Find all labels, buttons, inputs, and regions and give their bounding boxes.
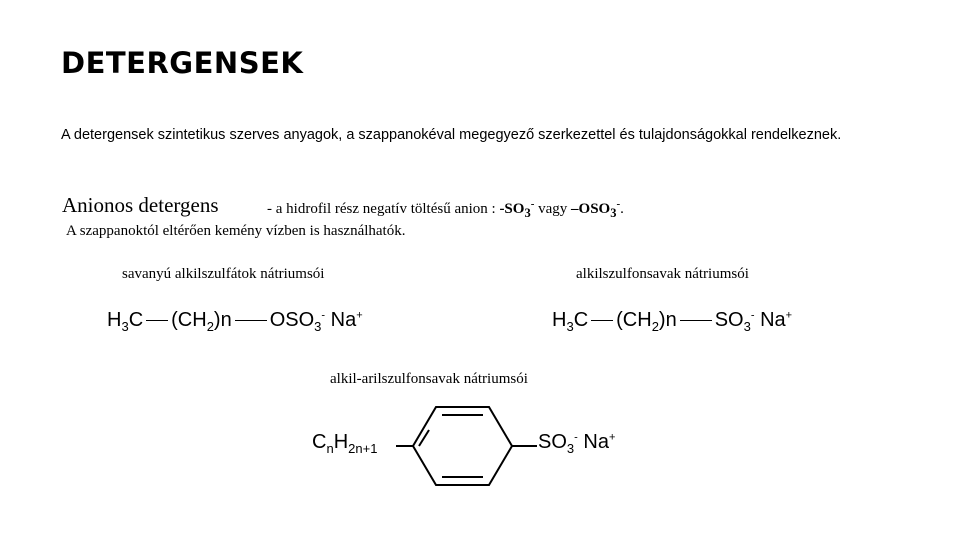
sulfonate-group: -SO	[499, 201, 525, 217]
anionic-desc-prefix: - a hidrofil rész negatív töltésű anion :	[267, 201, 496, 217]
intro-paragraph: A detergensek szintetikus szerves anyagok, a szappanokéval megegyező szerkezettel és tulajdonságokkal rendelkeznek.	[61, 127, 842, 143]
subscript: 2	[651, 319, 659, 334]
anionic-heading: Anionos detergens	[62, 193, 219, 217]
page-title: DETERGENSEK	[61, 46, 304, 80]
cation: Na	[583, 431, 609, 453]
positive-charge: +	[608, 431, 616, 444]
cation: Na	[330, 309, 357, 331]
cation: Na	[760, 309, 786, 331]
atom-c: C	[128, 309, 144, 331]
subscript: 2	[206, 319, 214, 334]
atom-h: H	[107, 309, 122, 331]
anion-group: SO	[538, 431, 567, 453]
subscript: 3	[566, 319, 574, 334]
negative-charge: -	[574, 431, 578, 444]
sulfonate-substituent	[538, 431, 615, 456]
negative-charge: -	[750, 309, 755, 322]
structure-caption-alkylaryl-sulfonate: alkil-arilszulfonsavak nátriumsói	[330, 371, 528, 387]
anion-group: SO	[714, 309, 744, 331]
chain-group: (CH	[171, 309, 207, 331]
connector-word: vagy	[538, 201, 568, 217]
atom-h: H	[333, 431, 349, 453]
alkyl-substituent	[312, 431, 377, 456]
sulfate-group: –OSO	[571, 201, 611, 217]
subscript: 3	[743, 319, 751, 334]
structure-caption-alkyl-sulfonate: alkilszulfonsavak nátriumsói	[576, 266, 749, 282]
negative-charge: -	[321, 309, 326, 322]
atom-c: C	[573, 309, 589, 331]
atom-h: H	[552, 309, 567, 331]
sulfonate-charge: -	[530, 198, 535, 210]
desc-end: .	[620, 201, 624, 217]
sulfate-sub: 3	[610, 206, 617, 220]
chain-end: )n	[213, 309, 232, 331]
usage-note: A szappanoktól eltérően kemény vízben is használhatók.	[66, 223, 406, 239]
anion-group: OSO	[269, 309, 315, 331]
subscript: 3	[314, 319, 322, 334]
chain-group: (CH	[616, 309, 652, 331]
subscript: 2n+1	[348, 441, 378, 456]
chain-end: )n	[658, 309, 677, 331]
benzene-ring-outline	[413, 407, 512, 485]
positive-charge: +	[356, 309, 363, 322]
atom-c: C	[312, 431, 327, 453]
positive-charge: +	[785, 309, 793, 322]
subscript: 3	[121, 319, 129, 334]
subscript: n	[326, 441, 334, 456]
sulfate-charge: -	[616, 198, 621, 210]
sulfonate-sub: 3	[524, 206, 531, 220]
subscript: 3	[566, 441, 575, 456]
structure-caption-alkyl-sulfate: savanyú alkilszulfátok nátriumsói	[122, 266, 325, 282]
